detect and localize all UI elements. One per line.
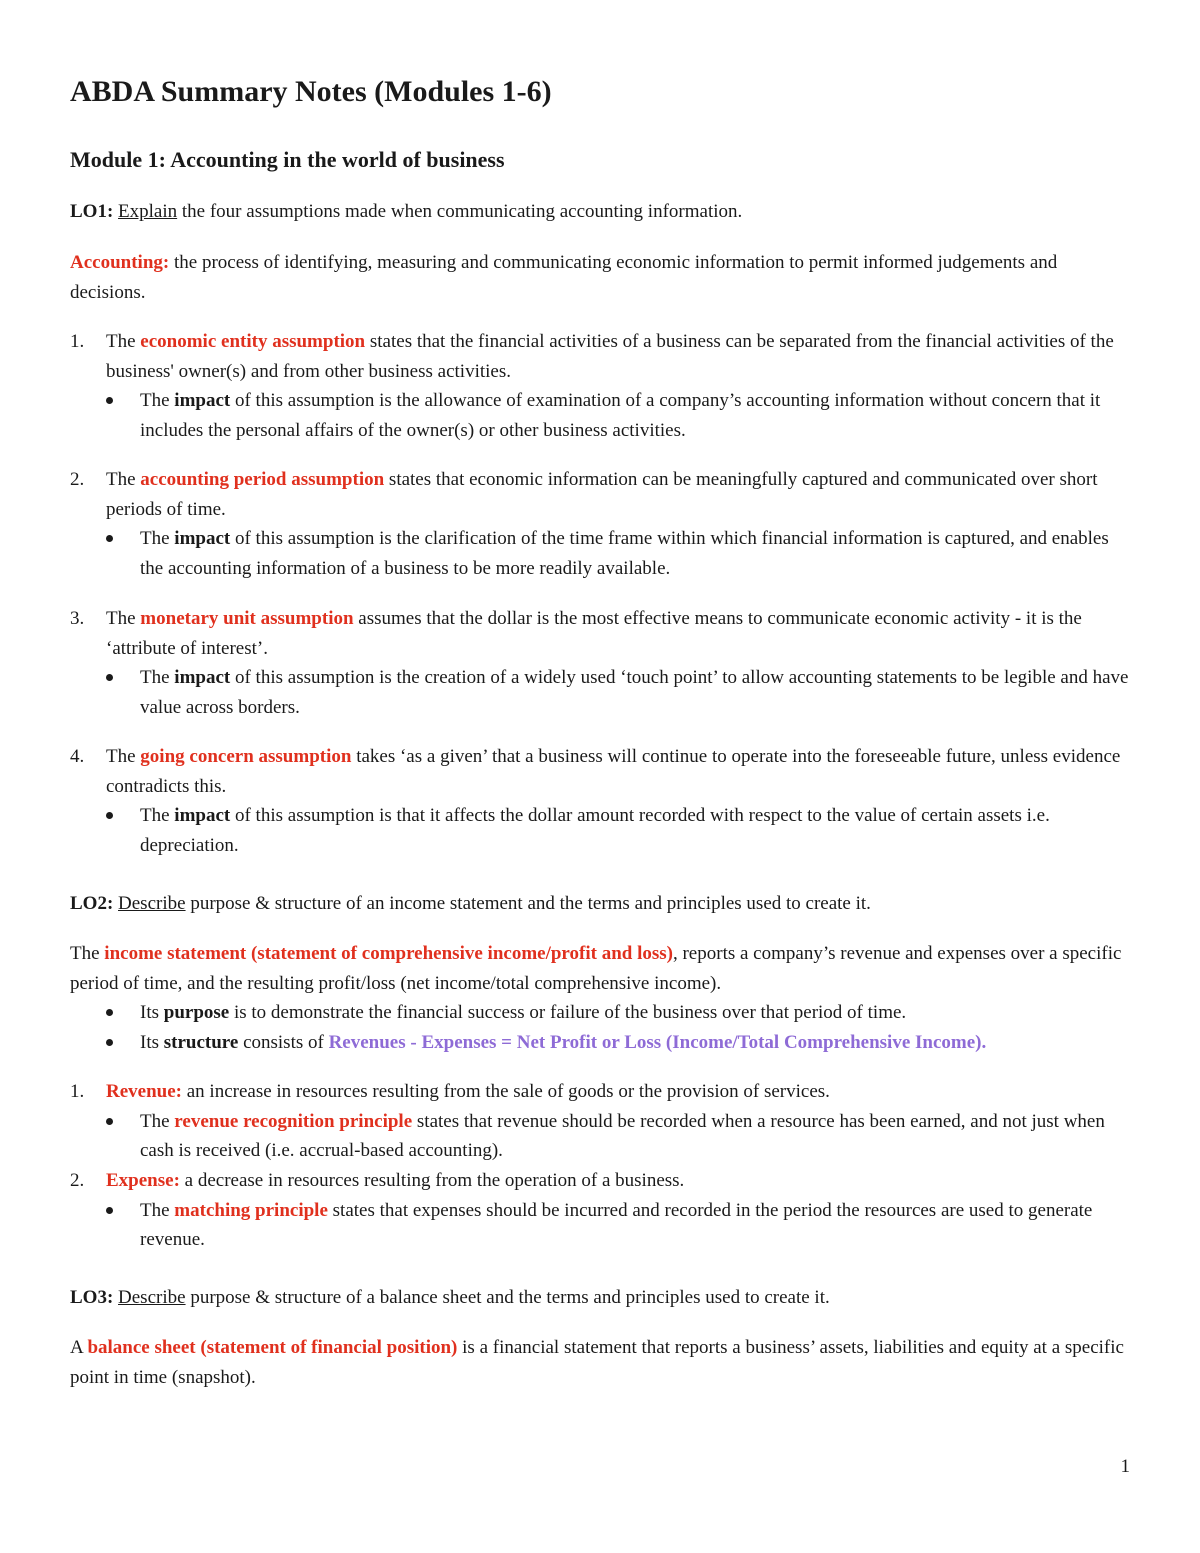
page-number: 1 [1120, 1456, 1130, 1477]
revenue-definition: an increase in resources resulting from the sale of goods or the provision of services. [181, 1081, 830, 1102]
text-prefix: The [70, 943, 105, 964]
income-term-item [70, 1077, 1130, 1166]
document-title: ABDA Summary Notes (Modules 1-6) [70, 75, 552, 108]
assumption-item [70, 327, 1130, 445]
list-number: 2. [70, 1170, 85, 1191]
bullet-icon [106, 397, 113, 404]
principle-bullet [106, 1107, 1130, 1166]
matching-principle-term: matching principle [174, 1199, 328, 1221]
lo1-verb: Explain [118, 201, 178, 222]
balance-sheet-term: balance sheet (statement of financial position) [87, 1337, 458, 1358]
lo1-objective [70, 197, 1130, 227]
lo2-label: LO2: [70, 893, 114, 914]
assumption-term: monetary unit assumption [140, 608, 354, 629]
impact-bullet [106, 801, 1130, 860]
lo3-objective [70, 1283, 1130, 1313]
list-number: 3. [70, 608, 85, 629]
text-prefix: The [140, 805, 175, 826]
bullet-icon [106, 535, 113, 542]
lo1-label: LO1: [70, 201, 114, 222]
assumption-term: accounting period assumption [140, 469, 385, 490]
impact-description: of this assumption is that it affects the dollar amount recorded with respect to the value of certain assets i.e. depreciation. [140, 805, 1050, 856]
assumption-item [70, 604, 1130, 722]
impact-description: of this assumption is the allowance of examination of a company’s accounting information without concern that it includes the personal affairs of the owner(s) or other business activities. [140, 390, 1101, 441]
text-prefix: The [140, 1110, 175, 1132]
document-page [70, 0, 1130, 1553]
assumption-term: economic entity assumption [140, 331, 366, 352]
assumption-text [106, 327, 1130, 386]
text-prefix: The [140, 667, 175, 688]
balance-sheet-definition [70, 1333, 1130, 1392]
assumption-description: states that the financial activities of a business can be separated from the financial activities of the business' owner(s) and from other business activities. [106, 331, 1114, 382]
lo3-label: LO3: [70, 1287, 114, 1308]
text-prefix: The [140, 1199, 175, 1221]
accounting-definition-text: the process of identifying, measuring and communicating economic information to permit informed judgements and decisions. [70, 252, 1058, 303]
income-term-text [106, 1166, 1130, 1196]
income-term-item [70, 1166, 1130, 1255]
assumption-text [106, 604, 1130, 663]
revenue-recognition-term: revenue recognition principle [174, 1110, 413, 1132]
list-number: 1. [70, 331, 85, 352]
list-number: 2. [70, 469, 85, 490]
text-prefix: A [70, 1337, 88, 1358]
impact-bullet [106, 663, 1130, 722]
bullet-icon [106, 812, 113, 819]
principle-bullet [106, 1196, 1130, 1255]
text-prefix: Its [140, 1031, 164, 1053]
list-number: 1. [70, 1081, 85, 1102]
principle-description: states that expenses should be incurred and recorded in the period the resources are used to generate revenue. [140, 1199, 1093, 1250]
text-prefix: Its [140, 1002, 164, 1023]
income-statement-bullets [70, 998, 1130, 1057]
lo2-verb: Describe [118, 893, 186, 914]
impact-description: of this assumption is the creation of a widely used ‘touch point’ to allow accounting statements to be legible and have value across borders. [140, 667, 1129, 718]
lo3-verb: Describe [118, 1287, 186, 1308]
accounting-definition [70, 248, 1130, 307]
accounting-term: Accounting: [70, 252, 170, 273]
text-prefix: The [106, 331, 141, 352]
text-prefix: The [140, 528, 175, 549]
balance-sheet-text: is a financial statement that reports a business’ assets, liabilities and equity at a specific point in time (snapshot). [70, 1337, 1124, 1388]
impact-word: impact [174, 667, 231, 688]
impact-word: impact [174, 805, 231, 826]
purpose-bullet [106, 998, 1130, 1028]
revenue-term: Revenue: [106, 1081, 182, 1102]
income-statement-term: income statement (statement of comprehensive income/profit and loss) [104, 943, 673, 964]
purpose-word: purpose [163, 1002, 230, 1023]
income-formula: Revenues - Expenses = Net Profit or Loss (Income/Total Comprehensive Income). [328, 1031, 987, 1053]
text-prefix: The [140, 390, 175, 411]
income-statement-text: , reports a company’s revenue and expenses over a specific period of time, and the resulting profit/loss (net income/total comprehensive income). [70, 943, 1122, 994]
bullet-icon [106, 1207, 113, 1214]
module-1-heading: Module 1: Accounting in the world of business [70, 147, 505, 172]
structure-text: consists of [238, 1031, 329, 1053]
bullet-icon [106, 1009, 113, 1016]
impact-bullet [106, 524, 1130, 583]
impact-word: impact [174, 528, 231, 549]
bullet-icon [106, 674, 113, 681]
assumption-description: assumes that the dollar is the most effective means to communicate economic activity - it is the ‘attribute of interest’. [106, 608, 1082, 659]
text-prefix: The [106, 746, 141, 767]
assumption-item [70, 465, 1130, 583]
assumption-text [106, 465, 1130, 524]
bullet-icon [106, 1118, 113, 1125]
lo2-objective [70, 889, 1130, 919]
bullet-icon [106, 1039, 113, 1046]
structure-word: structure [163, 1031, 239, 1053]
expense-definition: a decrease in resources resulting from the operation of a business. [179, 1170, 685, 1191]
lo3-text: purpose & structure of a balance sheet and the terms and principles used to create it. [185, 1287, 830, 1308]
principle-description: states that revenue should be recorded when a resource has been earned, and not just when cash is received (i.e. accrual-based accounting). [140, 1110, 1105, 1161]
assumption-term: going concern assumption [140, 746, 352, 767]
assumption-item [70, 742, 1130, 860]
assumption-description: states that economic information can be meaningfully captured and communicated over short periods of time. [106, 469, 1098, 520]
impact-word: impact [174, 390, 231, 411]
impact-bullet [106, 386, 1130, 445]
structure-bullet [106, 1028, 1130, 1058]
assumption-description: takes ‘as a given’ that a business will continue to operate into the foreseeable future, unless evidence contradicts this. [106, 746, 1121, 797]
expense-term: Expense: [106, 1170, 180, 1191]
list-number: 4. [70, 746, 85, 767]
income-statement-definition [70, 939, 1130, 998]
income-term-text [106, 1077, 1130, 1107]
impact-description: of this assumption is the clarification of the time frame within which financial information is captured, and enables the accounting information of a business to be more readily available. [140, 528, 1109, 579]
text-prefix: The [106, 608, 141, 629]
lo2-text: purpose & structure of an income statement and the terms and principles used to create it. [185, 893, 871, 914]
text-prefix: The [106, 469, 141, 490]
purpose-text: is to demonstrate the financial success or failure of the business over that period of time. [229, 1002, 907, 1023]
lo1-text: the four assumptions made when communicating accounting information. [177, 201, 743, 222]
assumption-text [106, 742, 1130, 801]
